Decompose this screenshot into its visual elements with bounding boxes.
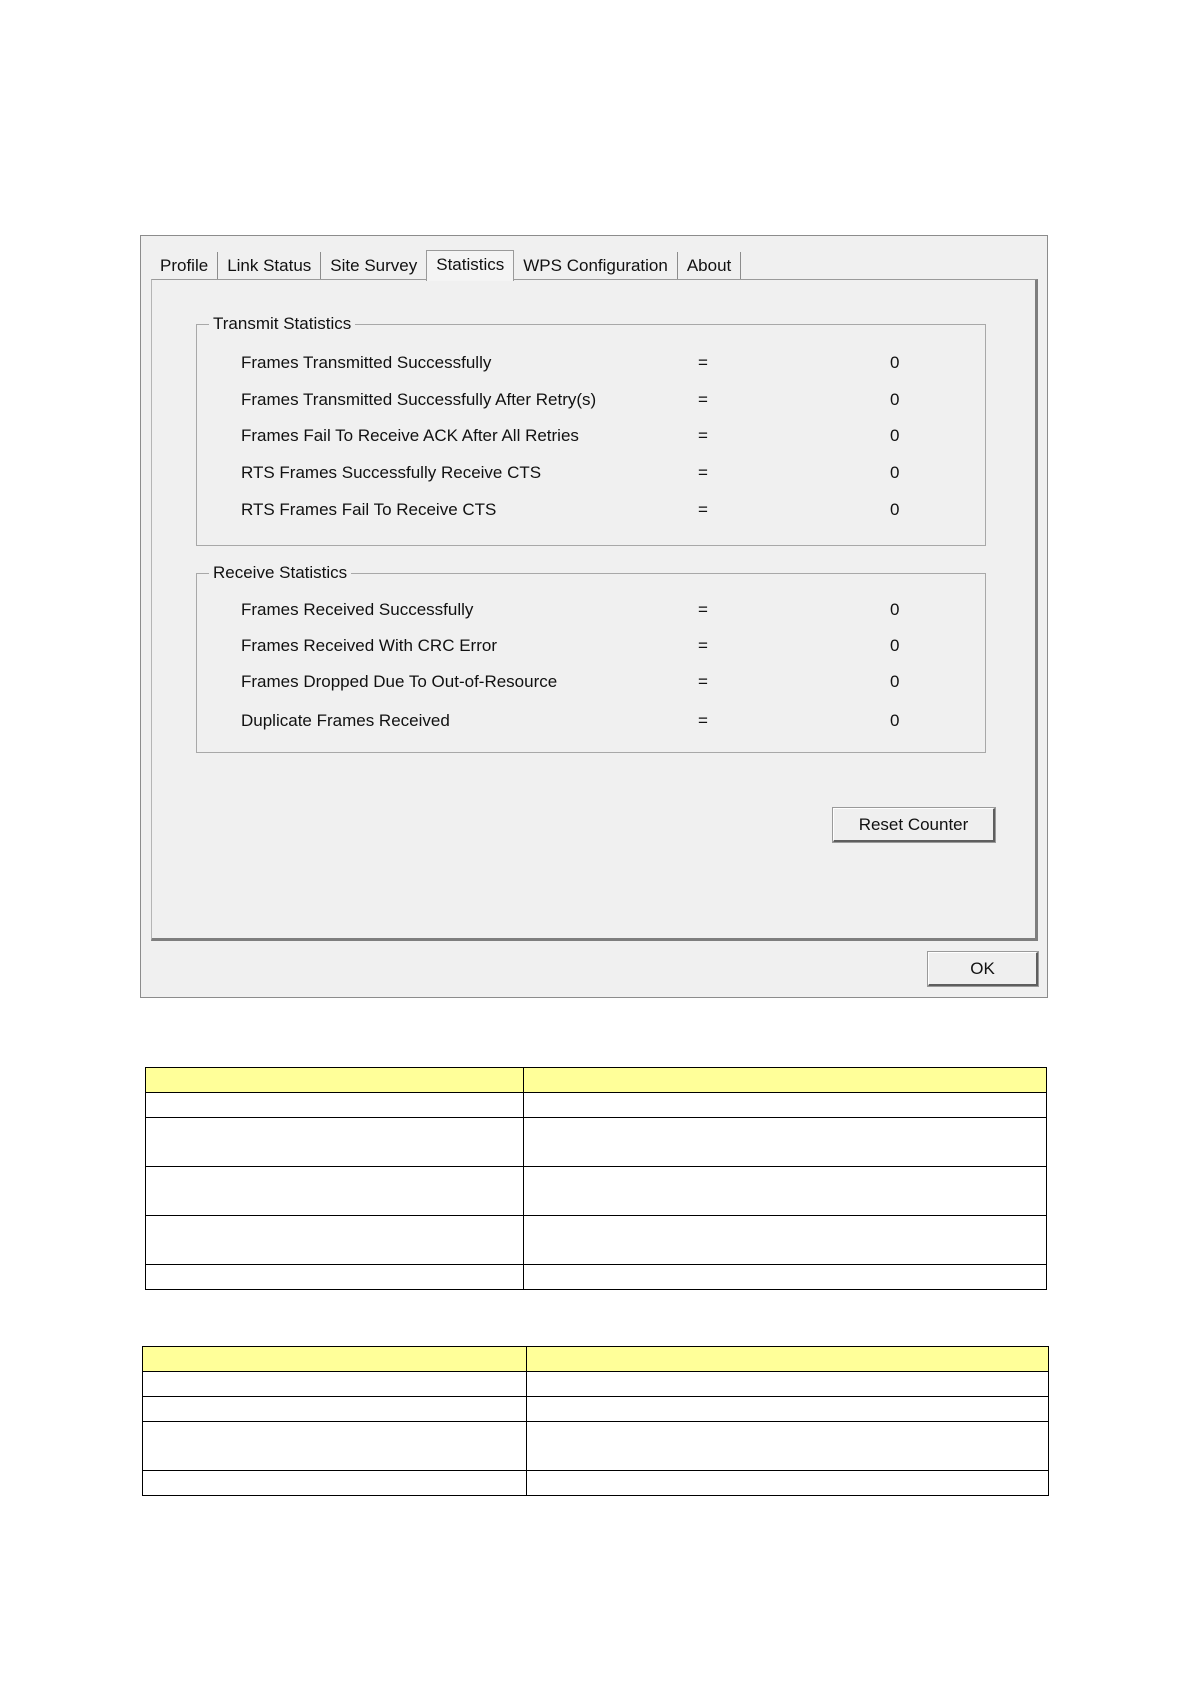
stat-label: Frames Transmitted Successfully After Retry(s) [241, 390, 597, 409]
table-cell [146, 1118, 524, 1167]
table-row [143, 1397, 1049, 1422]
tab-site-survey[interactable]: Site Survey [321, 252, 426, 280]
table-row [146, 1216, 1047, 1265]
table-cell [143, 1422, 527, 1471]
stat-equals: = [698, 390, 708, 409]
stat-row [197, 426, 985, 448]
table-cell [143, 1347, 527, 1372]
table-header-row [146, 1068, 1047, 1093]
stat-label: Frames Dropped Due To Out-of-Resource [241, 672, 558, 691]
table-cell [143, 1372, 527, 1397]
table-row [143, 1422, 1049, 1471]
table-header-row [143, 1347, 1049, 1372]
table-row [146, 1118, 1047, 1167]
statistics-dialog [140, 235, 1048, 998]
table-row [146, 1093, 1047, 1118]
table-cell [146, 1216, 524, 1265]
table-cell [527, 1372, 1049, 1397]
table-cell [524, 1167, 1047, 1216]
table-row [146, 1167, 1047, 1216]
stat-value: 0 [890, 600, 900, 619]
tab-about[interactable]: About [678, 252, 741, 280]
stat-row [197, 353, 985, 375]
stat-row [197, 636, 985, 658]
stat-row [197, 672, 985, 694]
stat-equals: = [698, 672, 708, 691]
table-cell [146, 1265, 524, 1290]
stat-label: Duplicate Frames Received [241, 711, 450, 730]
transmit-statistics-title: Transmit Statistics [209, 313, 355, 335]
stat-equals: = [698, 636, 708, 655]
statistics-panel [151, 279, 1038, 941]
stat-label: Frames Transmitted Successfully [241, 353, 492, 372]
stat-equals: = [698, 711, 708, 730]
table-row [143, 1372, 1049, 1397]
document-table-2 [142, 1346, 1049, 1496]
table-cell [524, 1118, 1047, 1167]
table-row [146, 1265, 1047, 1290]
table-cell [146, 1093, 524, 1118]
reset-counter-button[interactable]: Reset Counter [833, 808, 995, 842]
stat-equals: = [698, 500, 708, 519]
stat-equals: = [698, 600, 708, 619]
stat-row [197, 711, 985, 733]
stat-value: 0 [890, 636, 900, 655]
receive-statistics-group [196, 563, 986, 753]
table-cell [146, 1167, 524, 1216]
stat-equals: = [698, 463, 708, 482]
table-row [143, 1471, 1049, 1496]
stat-equals: = [698, 353, 708, 372]
stat-row [197, 500, 985, 522]
table-cell [527, 1422, 1049, 1471]
table-cell [143, 1397, 527, 1422]
table-cell [527, 1471, 1049, 1496]
stat-value: 0 [890, 390, 900, 409]
stat-value: 0 [890, 426, 900, 445]
stat-label: Frames Received Successfully [241, 600, 474, 619]
document-table-1 [145, 1067, 1047, 1290]
table-cell [143, 1471, 527, 1496]
table-cell [146, 1068, 524, 1093]
receive-statistics-title: Receive Statistics [209, 562, 351, 584]
table-cell [524, 1068, 1047, 1093]
stat-row [197, 463, 985, 485]
tab-link-status[interactable]: Link Status [218, 252, 321, 280]
stat-row [197, 390, 985, 412]
stat-label: RTS Frames Successfully Receive CTS [241, 463, 542, 482]
ok-button[interactable]: OK [928, 952, 1038, 986]
table-cell [527, 1397, 1049, 1422]
table-cell [524, 1216, 1047, 1265]
tab-profile[interactable]: Profile [151, 252, 218, 280]
tab-wps-configuration[interactable]: WPS Configuration [514, 252, 678, 280]
stat-equals: = [698, 426, 708, 445]
stat-value: 0 [890, 672, 900, 691]
table-cell [527, 1347, 1049, 1372]
transmit-statistics-group [196, 314, 986, 546]
stat-value: 0 [890, 711, 900, 730]
stat-row [197, 600, 985, 622]
stat-value: 0 [890, 463, 900, 482]
stat-label: RTS Frames Fail To Receive CTS [241, 500, 497, 519]
stat-label: Frames Fail To Receive ACK After All Retries [241, 426, 579, 445]
tab-statistics[interactable]: Statistics [426, 250, 514, 281]
stat-value: 0 [890, 500, 900, 519]
table-cell [524, 1265, 1047, 1290]
table-cell [524, 1093, 1047, 1118]
tab-bar [151, 250, 741, 280]
stat-label: Frames Received With CRC Error [241, 636, 497, 655]
stat-value: 0 [890, 353, 900, 372]
